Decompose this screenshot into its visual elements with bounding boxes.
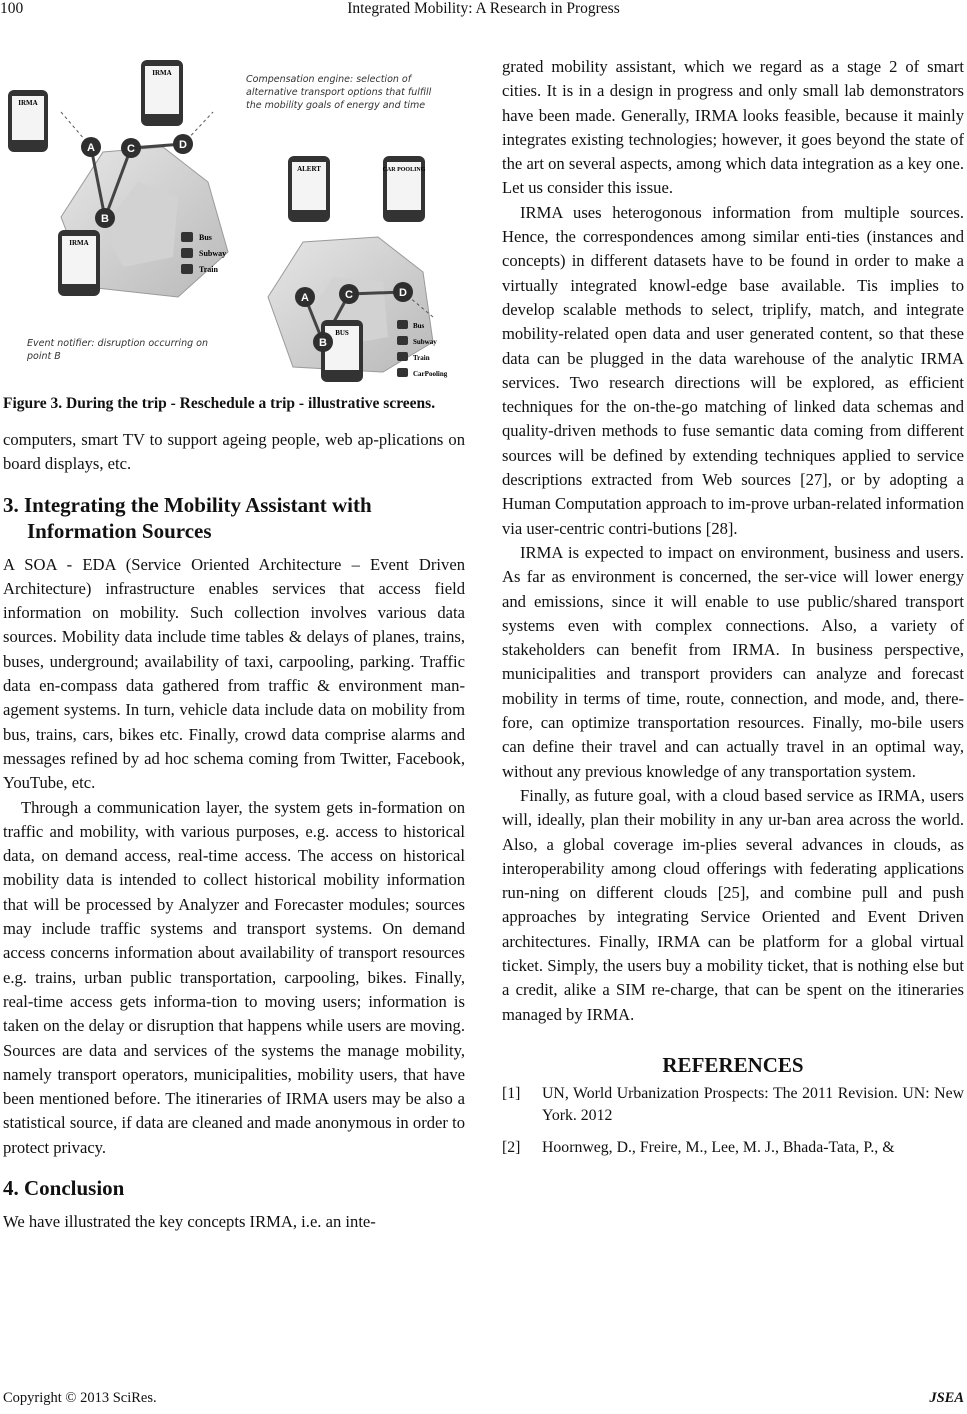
svg-text:A: A [301,292,309,304]
paragraph: We have illustrated the key concepts IRMA, i.e. an inte- [3,1212,376,1232]
svg-text:ALERT: ALERT [297,165,321,173]
paragraph: computers, smart TV to support ageing people, web ap-plications on board displays, etc. [3,430,465,474]
svg-text:B: B [101,213,109,225]
phone-alert [288,156,330,222]
car-icon [397,368,408,377]
svg-text:B: B [319,337,327,349]
node-c-right [339,284,359,304]
svg-text:Train: Train [199,265,218,274]
node-d-right [393,282,413,302]
paragraph: IRMA is expected to impact on environment, business and users. As far as environment is concerned, the ser-vice will lower energy and emissions, since it will enable to use public/shared transport systems even with complex connections. Also, a variety of stakeholders can benefit from IRMA. In business perspective, municipalities and transport providers can analyze and forecast mobility in terms of time, route, connection, and mode, and, there-fore, can optimize transportation resources. Finally, mo-bile users can define their travel and can actually travel in an optimal way, without any previous knowledge of any transportation system. [502,542,964,781]
svg-text:IRMA: IRMA [69,239,89,247]
svg-text:D: D [399,287,407,299]
svg-text:IRMA: IRMA [152,69,172,77]
svg-text:CAR POOLING: CAR POOLING [382,167,426,173]
node-a-left [81,137,101,157]
train-icon [181,264,193,274]
node-b-left [95,208,115,228]
reference-item [502,1083,964,1127]
svg-text:C: C [127,143,135,155]
reference-number: [1] [502,1085,521,1103]
figure-3 [3,52,465,382]
reference-text: UN, World Urbanization Prospects: The 2011 Revision. UN: New York. 2012 [542,1085,964,1125]
node-b-right [313,332,333,352]
event-notifier-note-line1: Event notifier: disruption occurring on [27,338,208,349]
svg-text:Bus: Bus [413,322,425,330]
subway-icon [181,248,193,258]
references-heading: REFERENCES [662,1052,804,1077]
phone-irma-top-center [141,60,183,126]
svg-text:IRMA: IRMA [18,99,38,107]
paragraph: IRMA uses heterogonous information from multiple sources. Hence, the correspondences among similar enti-ties (instances and concepts) in different datasets have to be found in order to make a virtually integrated knowl-edge base available. Tis implies to develop scalable methods to select, triplify, match, and integrate mobility-related open data and user generated content, so that these data can be plugged in the data warehouse of the analytic IRMA services. Two research directions will be explored, as efficient techniques for the on-the-go matching of linked data schemas and quality-driven methods to fuse semantic data coming from different sources will be defined by extending techniques applied to service descriptions extracted from Web sources [27], or by adopting a Human Computation approach to im-prove urban-related information via user-centric contri-butions [28]. [502,202,964,538]
subway-icon [397,336,408,345]
svg-text:BUS: BUS [335,329,349,337]
reference-number: [2] [502,1139,521,1157]
svg-text:Subway: Subway [199,249,227,258]
right-column [502,55,964,1169]
node-c-left [121,138,141,158]
svg-text:Subway: Subway [413,338,437,346]
bus-icon [397,320,408,329]
node-d-left [173,134,193,154]
section-heading-3: 3. Integrating the Mobility Assistant with Information Sources [3,492,372,543]
running-header [0,0,967,22]
svg-text:D: D [179,139,187,151]
svg-text:CarPooling: CarPooling [413,370,448,378]
reference-item [502,1137,964,1159]
paragraph: A SOA - EDA (Service Oriented Architecture – Event Driven Architecture) infrastructure enables services that access field information on mobility. Such collection involves various data sources. Mobility data include time tables & delays of planes, trains, buses, underground; availability of taxi, carpooling, parking. Traffic data en-compass data gathered from traffic & environment man-agement systems. In turn, vehicle data include data on mobility from bus, trains, cars, bikes etc. Finally, crowd data comprise alarms and messages refined by ad hoc schema coming from Twitter, Facebook, YouTube, etc. [3,554,465,793]
compensation-note-line2: alternative transport options that fulfill [246,87,432,98]
reference-text: Hoornweg, D., Freire, M., Lee, M. J., Bhada-Tata, P., & [542,1139,895,1157]
svg-text:Bus: Bus [199,233,212,242]
running-title: Integrated Mobility: A Research in Progress [347,0,620,17]
bus-icon [181,232,193,242]
phone-irma-bottom-left [58,230,100,296]
event-notifier-note-line2: point B [27,351,61,362]
copyright: Copyright © 2013 SciRes. [3,1390,157,1406]
svg-text:A: A [87,142,95,154]
journal-abbrev: JSEA [929,1390,964,1406]
train-icon [397,352,408,361]
phone-carpooling [383,156,426,222]
left-column [3,52,465,1234]
paragraph: Through a communication layer, the system gets in-formation on traffic and mobility, with various purposes, e.g. access to historical data, on demand access, real-time access. The access on historical mobility data is intended to collect historical mobility information that will be processed by Analyzer and Forecaster modules; sources may include traffic systems and transport systems. On demand access concerns information about availability of transport resources e.g. trains, urban public transportation, carpooling, bikes. Finally, real-time access gets informa-tion to moving users; information is taken on the delay or disruption that happens while users are moving. Sources are data and services of the systems the manage mobility, namely transport operators, municipalities, mobility users, that have been mentioned before. The itineraries of IRMA users may be also a statistical source, if data are cleaned and made anonymous in order to protect privacy. [3,797,465,1157]
svg-text:C: C [345,289,353,301]
phone-irma-top-left [8,90,48,152]
compensation-note-line3: the mobility goals of energy and time [246,100,426,111]
section-heading-4: 4. Conclusion [3,1176,125,1201]
figure-caption: Figure 3. During the trip - Reschedule a trip - illustrative screens. [3,395,436,412]
page-number: 100 [0,0,24,17]
paragraph: grated mobility assistant, which we regard as a stage 2 of smart cities. It is in a design in progress and only small lab demonstrators have been made. Generally, IRMA looks feasible, because it mainly integrates existing technologies; however, it goes beyond the state of the art on several aspects, among which data integration as a key one. Let us consider this issue. [502,57,964,198]
svg-text:Train: Train [413,354,430,362]
figure-illustration [3,52,465,382]
node-a-right [295,287,315,307]
compensation-note-line1: Compensation engine: selection of [246,74,412,85]
paragraph: Finally, as future goal, with a cloud based service as IRMA, users will, ideally, plan their mobility in any ur-ban area across the world. Also, a global coverage im-plies several advances in clouds, as interoperability among cloud offerings with federating applications run-ning on different clouds [25], and combine pull and push approaches by integrating Service Oriented and Event Driven architectures. Finally, IRMA can be platform for a global virtual ticket. Simply, the users buy a mobility ticket, that is nothing else but a credit, alike a SIM re-charge, that can be spent on the itineraries managed by IRMA. [502,785,964,1024]
